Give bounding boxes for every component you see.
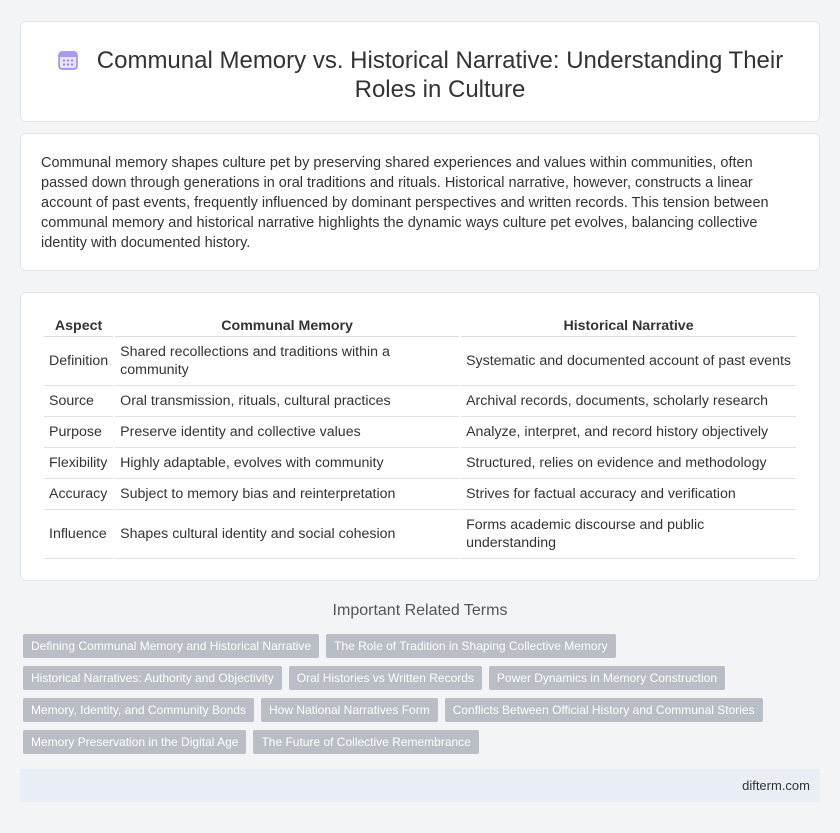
related-term-tag[interactable]: Memory Preservation in the Digital Age bbox=[23, 730, 246, 754]
comparison-card bbox=[20, 292, 820, 581]
table-row bbox=[44, 510, 796, 559]
cell-historical: Strives for factual accuracy and verification bbox=[461, 479, 796, 510]
related-term-tag[interactable]: Historical Narratives: Authority and Objectivity bbox=[23, 666, 282, 690]
related-term-tag[interactable]: The Future of Collective Remembrance bbox=[253, 730, 478, 754]
cell-historical: Forms academic discourse and public understanding bbox=[461, 510, 796, 559]
footer-site-link[interactable]: difterm.com bbox=[742, 778, 810, 793]
related-terms-heading: Important Related Terms bbox=[332, 602, 508, 619]
column-header-historical-narrative: Historical Narrative bbox=[461, 316, 796, 337]
table-row bbox=[44, 448, 796, 479]
cell-communal: Shared recollections and traditions within a community bbox=[115, 337, 459, 386]
cell-aspect: Flexibility bbox=[44, 448, 113, 479]
cell-historical: Systematic and documented account of past events bbox=[461, 337, 796, 386]
page-title: Communal Memory vs. Historical Narrative: Understanding Their Roles in Culture bbox=[96, 47, 784, 103]
footer-bar bbox=[20, 769, 820, 802]
cell-aspect: Definition bbox=[44, 337, 113, 386]
intro-paragraph: Communal memory shapes culture pet by preserving shared experiences and values within communities, often passed down through generations in oral traditions and rituals. Historical narrative, however, constructs a linear account of past events, frequently influenced by dominant perspectives and written records. This tension between communal memory and historical narrative highlights the dynamic ways culture pet evolves, balancing collective identity with documented history. bbox=[41, 155, 769, 251]
table-row bbox=[44, 479, 796, 510]
related-term-tag[interactable]: The Role of Tradition in Shaping Collective Memory bbox=[326, 634, 615, 658]
cell-aspect: Purpose bbox=[44, 417, 113, 448]
cell-historical: Archival records, documents, scholarly research bbox=[461, 386, 796, 417]
related-term-tag[interactable]: Oral Histories vs Written Records bbox=[289, 666, 482, 690]
related-terms-list bbox=[23, 634, 813, 762]
column-header-communal-memory: Communal Memory bbox=[115, 316, 459, 337]
related-term-tag[interactable]: Defining Communal Memory and Historical Narrative bbox=[23, 634, 319, 658]
table-row bbox=[44, 337, 796, 386]
cell-aspect: Accuracy bbox=[44, 479, 113, 510]
cell-communal: Subject to memory bias and reinterpretation bbox=[115, 479, 459, 510]
cell-historical: Analyze, interpret, and record history objectively bbox=[461, 417, 796, 448]
cell-communal: Highly adaptable, evolves with community bbox=[115, 448, 459, 479]
related-term-tag[interactable]: Power Dynamics in Memory Construction bbox=[489, 666, 725, 690]
related-term-tag[interactable]: How National Narratives Form bbox=[261, 698, 438, 722]
intro-card bbox=[20, 133, 820, 271]
cell-communal: Shapes cultural identity and social cohesion bbox=[115, 510, 459, 559]
cell-aspect: Influence bbox=[44, 510, 113, 559]
table-row bbox=[44, 417, 796, 448]
cell-communal: Oral transmission, rituals, cultural practices bbox=[115, 386, 459, 417]
comparison-table bbox=[42, 316, 798, 559]
header-card bbox=[20, 21, 820, 122]
column-header-aspect: Aspect bbox=[44, 316, 113, 337]
cell-aspect: Source bbox=[44, 386, 113, 417]
cell-historical: Structured, relies on evidence and methodology bbox=[461, 448, 796, 479]
table-row bbox=[44, 386, 796, 417]
related-term-tag[interactable]: Conflicts Between Official History and Communal Stories bbox=[445, 698, 763, 722]
related-term-tag[interactable]: Memory, Identity, and Community Bonds bbox=[23, 698, 254, 722]
cell-communal: Preserve identity and collective values bbox=[115, 417, 459, 448]
table-header-row bbox=[44, 316, 796, 337]
